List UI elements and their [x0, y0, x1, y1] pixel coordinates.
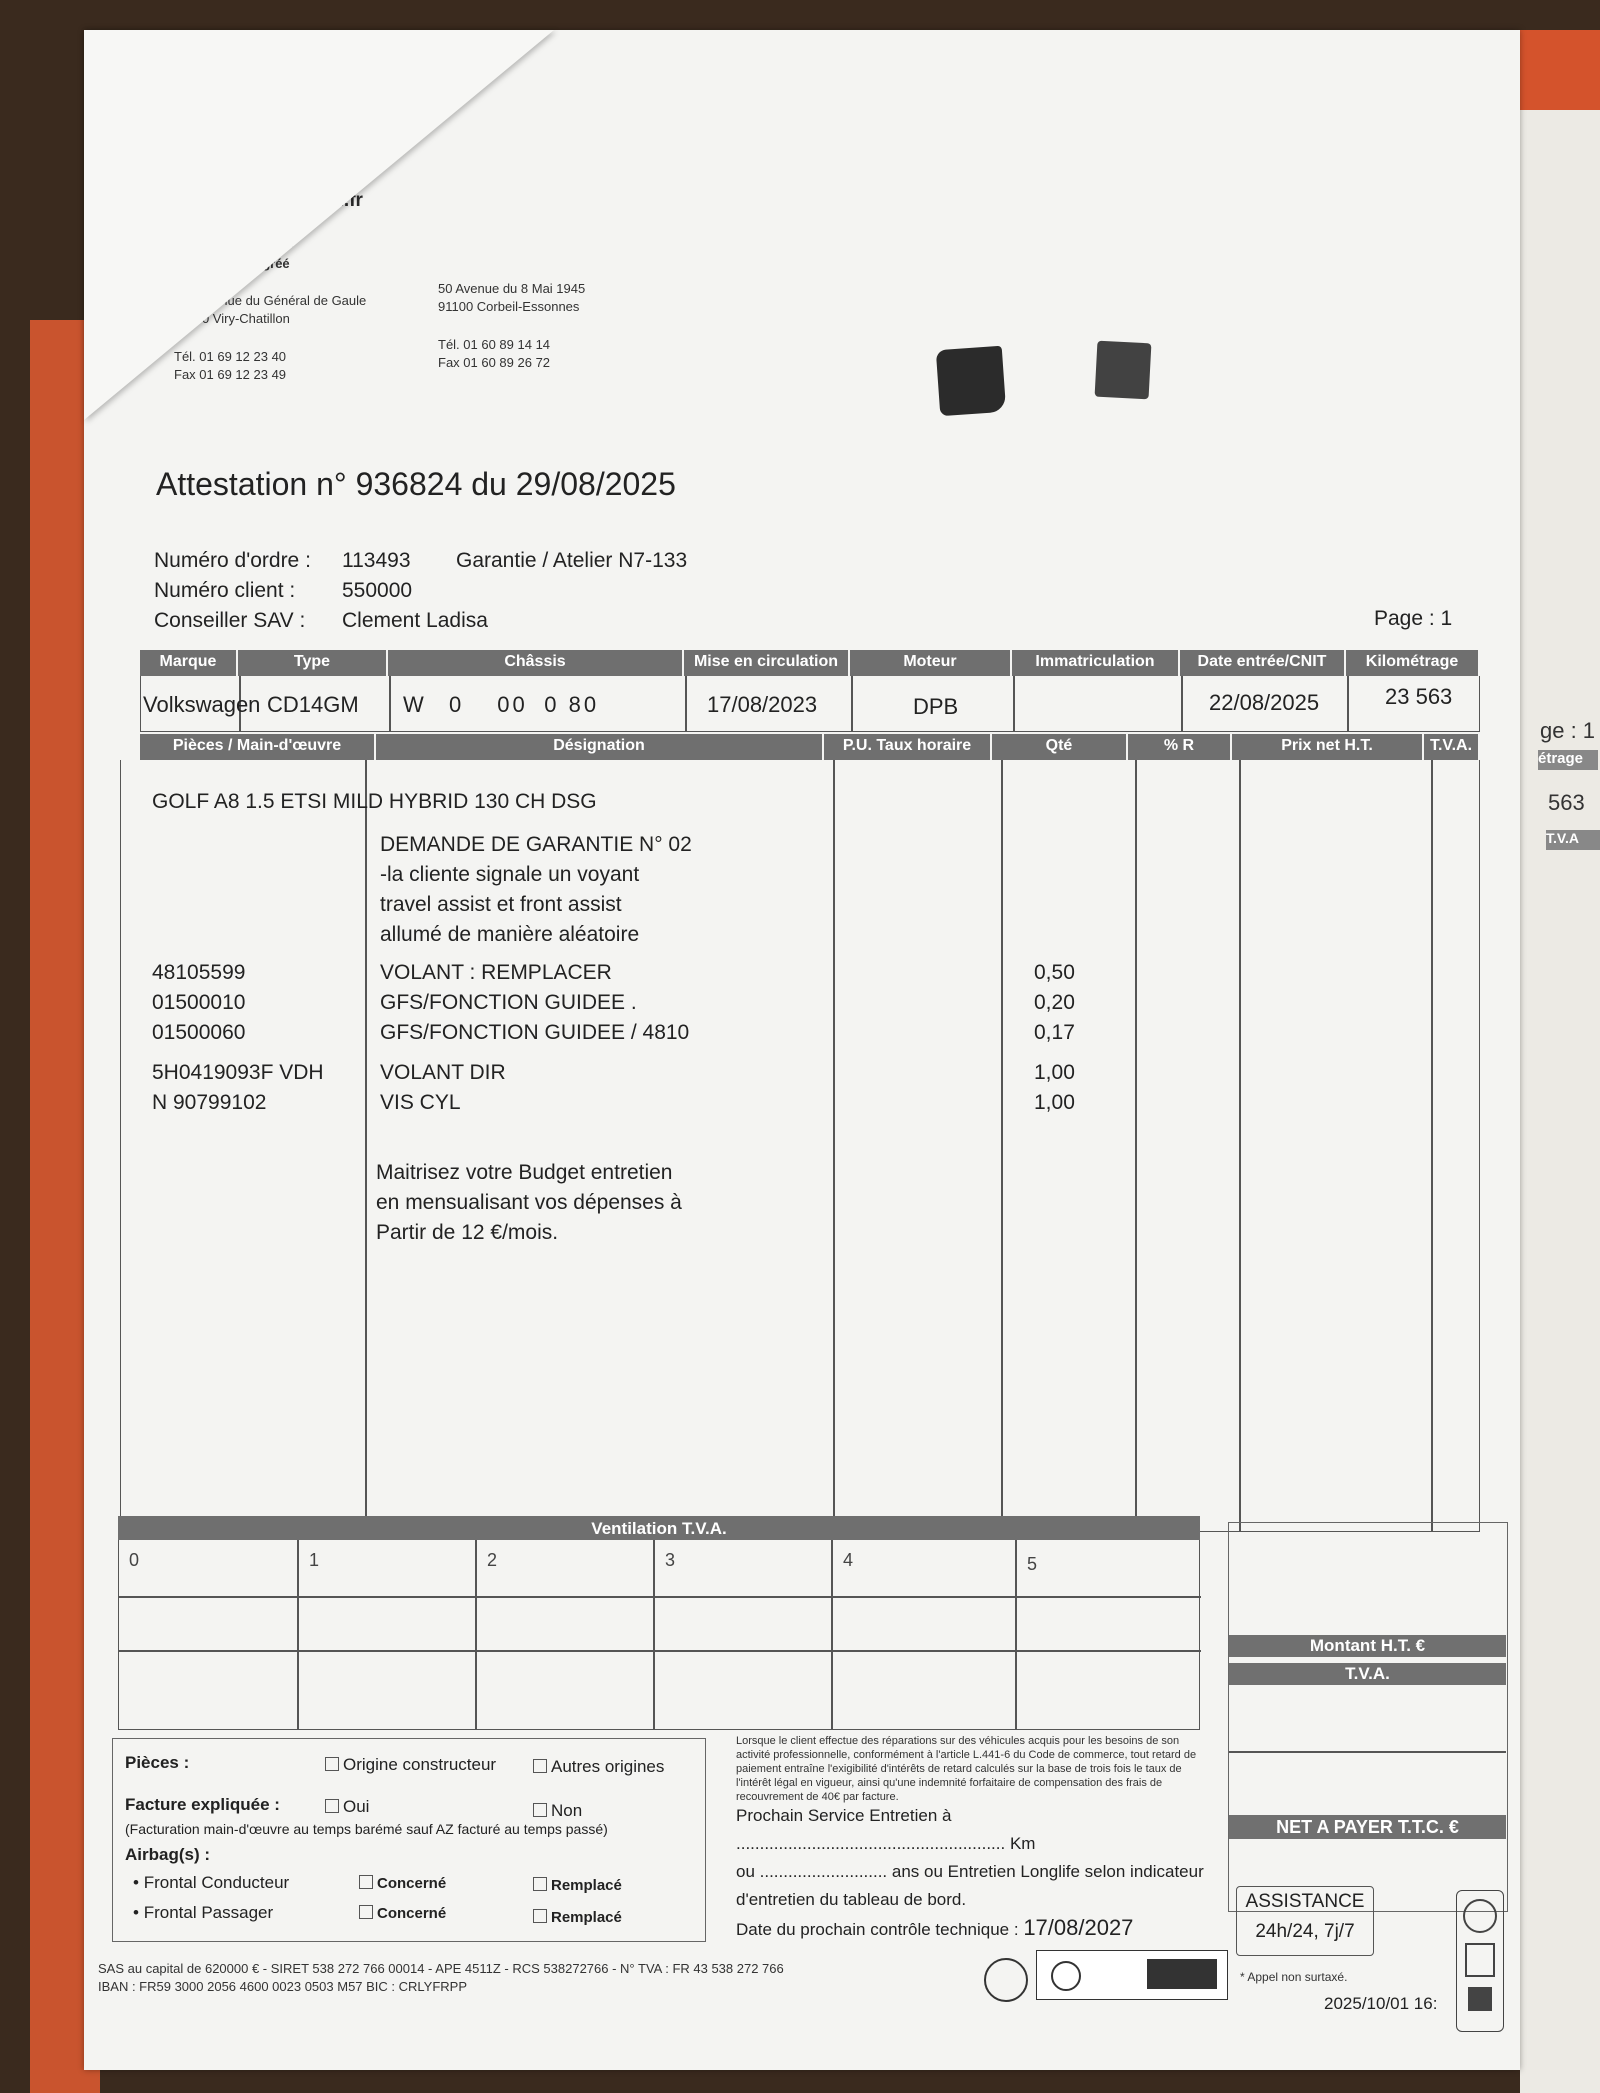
frontal-conducteur: • Frontal Conducteur	[133, 1873, 290, 1892]
vehicle-type: CD14GM	[267, 692, 359, 717]
options-box	[112, 1738, 706, 1942]
conducteur-remplace-checkbox: Remplacé	[533, 1877, 622, 1894]
vat-col-5: 5	[1027, 1554, 1038, 1574]
vehicle-mise: 17/08/2023	[707, 692, 818, 717]
facture-non-checkbox: Non	[533, 1801, 582, 1821]
dealer-website: pe-Donjon.fr	[250, 190, 363, 211]
facture-label: Facture expliquée :	[125, 1795, 280, 1814]
side-tva-header: T.V.A	[1546, 830, 1600, 850]
table-row: 01500060 GFS/FONCTION GUIDEE / 4810 0,17	[152, 1021, 1075, 1044]
vat-col-1: 1	[309, 1550, 320, 1570]
next-service-block: Prochain Service Entretien à ......................................................... Km ou ........................... ans ou Entretien Longlife selon indicateur d'entretien du tableau de bord. Date du prochain contrôle technique : 17/08/2027	[736, 1806, 1204, 1940]
frontal-passager: • Frontal Passager	[133, 1903, 274, 1922]
header-tva: T.V.A.	[1424, 734, 1480, 760]
side-km-header: étrage	[1538, 750, 1598, 770]
facture-oui-checkbox: Oui	[325, 1797, 369, 1817]
totals-box	[1228, 1522, 1508, 1912]
table-row: 01500010 GFS/FONCTION GUIDEE . 0,20	[152, 991, 1075, 1014]
attestation-title: Attestation n° 936824 du 29/08/2025	[156, 466, 676, 502]
header-mise: Mise en circulation	[684, 650, 850, 676]
vehicle-value-row	[140, 676, 1480, 732]
items-header-row	[140, 734, 1480, 760]
recycling-logo-icon	[984, 1958, 1028, 2002]
assistance-box: ASSISTANCE 24h/24, 7j/7	[1236, 1886, 1374, 1956]
header-pu: P.U. Taux horaire	[824, 734, 992, 760]
folded-paper-corner	[84, 30, 554, 420]
background-paper-right	[1520, 110, 1600, 2093]
header-type: Type	[238, 650, 388, 676]
advisor-label: Conseiller SAV :	[154, 609, 306, 632]
pieces-label: Pièces :	[125, 1753, 190, 1772]
model-line: GOLF A8 1.5 ETSI MILD HYBRID 130 CH DSG	[152, 790, 597, 813]
passager-remplace-checkbox: Remplacé	[533, 1909, 622, 1926]
side-km: 563	[1548, 790, 1585, 815]
table-row: N 90799102 VIS CYL 1,00	[152, 1091, 1075, 1114]
total-tva-label: T.V.A.	[1229, 1663, 1506, 1685]
vat-title: Ventilation T.V.A.	[118, 1516, 1200, 1540]
vat-col-2: 2	[487, 1550, 498, 1570]
advisor-value: Clement Ladisa	[342, 609, 488, 632]
warranty-label: Garantie / Atelier N7-133	[456, 549, 688, 572]
address-corbeil: 50 Avenue du 8 Mai 1945 91100 Corbeil-Essonnes Tél. 01 60 89 14 14 Fax 01 60 89 26 72	[438, 281, 586, 370]
header-qty: Qté	[992, 734, 1128, 760]
header-remise: % R	[1128, 734, 1232, 760]
header-km: Kilométrage	[1346, 650, 1480, 676]
vehicle-km: 23 563	[1385, 684, 1453, 709]
header-prix: Prix net H.T.	[1232, 734, 1424, 760]
header-moteur: Moteur	[850, 650, 1012, 676]
order-label: Numéro d'ordre :	[154, 549, 311, 572]
header-date-entree: Date entrée/CNIT	[1180, 650, 1346, 676]
vehicle-chassis: W 0 00 0 80	[403, 692, 600, 717]
assistance-note: * Appel non surtaxé.	[1240, 1970, 1348, 1984]
order-value: 113493	[342, 549, 411, 572]
legal-text: Lorsque le client effectue des réparations sur des véhicules acquis pour les besoins de son activité professionnelle, conformément à l'article L.441-6 du Code de commerce, tout retard de paiement entraîne l'exigibilité d'intérêts de retard calculés sur la base de trois fois le taux de l'intérêt légal en vigueur, ainsi qu'une indemnité forfaitaire de compensation des frais de recouvrement de 40€ par facture.	[736, 1735, 1197, 1803]
dealer-logo: JON	[264, 136, 338, 174]
vehicle-date-entree: 22/08/2025	[1209, 690, 1320, 715]
invoice-sheet	[84, 30, 1520, 2070]
net-to-pay-label: NET A PAYER T.T.C. €	[1229, 1815, 1506, 1839]
address-viry: 133 avenue du Général de Gaule 91170 Viry-Chatillon Tél. 01 69 12 23 40 Fax 01 69 12 23 49	[174, 293, 367, 382]
promo-text: Maitrisez votre Budget entretien en mensualisant vos dépenses à Partir de 12 €/mois.	[376, 1161, 682, 1244]
brand-subtitle: Distributeur Agréé	[176, 256, 290, 271]
warranty-request: DEMANDE DE GARANTIE N° 02 -la cliente signale un voyant travel assist et front assist allumé de manière aléatoire	[380, 833, 692, 946]
vat-col-0: 0	[129, 1550, 140, 1570]
passager-concerne-checkbox: Concerné	[359, 1905, 446, 1922]
vat-col-4: 4	[843, 1550, 854, 1570]
side-page-number: ge : 1	[1540, 718, 1596, 743]
header-marque: Marque	[140, 650, 238, 676]
page-number: Page : 1	[1374, 607, 1453, 630]
items-body	[120, 760, 1480, 1532]
labelling-badge-icon	[1036, 1950, 1228, 2000]
vehicle-header-row	[140, 650, 1480, 676]
conducteur-concerne-checkbox: Concerné	[359, 1875, 446, 1892]
redacted-mark	[1095, 341, 1152, 400]
vehicle-moteur: DPB	[913, 694, 959, 719]
facture-note: (Facturation main-d'œuvre au temps barémé sauf AZ facturé au temps passé)	[125, 1821, 608, 1837]
recycle-icon	[1456, 1890, 1504, 2032]
origine-constructeur-checkbox: Origine constructeur	[325, 1755, 496, 1775]
legal-footer: SAS au capital de 620000 € - SIRET 538 272 766 00014 - APE 4511Z - RCS 538272766 - N° TVA : FR 43 538 272 766 IBAN : FR59 3000 2056 4600 0023 0503 M57 BIC : CRLYFRPP	[98, 1961, 784, 1994]
vat-col-3: 3	[665, 1550, 676, 1570]
header-designation: Désignation	[376, 734, 824, 760]
vehicle-marque: Volkswagen	[143, 692, 261, 717]
brand-name: ssentiel	[176, 218, 296, 254]
ct-date: 17/08/2027	[1023, 1915, 1134, 1940]
autres-origines-checkbox: Autres origines	[533, 1757, 664, 1777]
header-immat: Immatriculation	[1012, 650, 1180, 676]
items-list	[152, 958, 1152, 1118]
client-value: 550000	[342, 579, 413, 602]
table-row: 5H0419093F VDH VOLANT DIR 1,00	[152, 1061, 1075, 1084]
vat-table	[118, 1540, 1200, 1730]
client-label: Numéro client :	[154, 579, 296, 602]
header-pieces: Pièces / Main-d'œuvre	[140, 734, 376, 760]
dealer-logo-sub: OBILES	[274, 166, 364, 186]
redacted-mark	[936, 346, 1006, 416]
print-timestamp: 2025/10/01 16:	[1324, 1994, 1438, 2013]
total-ht-label: Montant H.T. €	[1229, 1635, 1506, 1657]
airbag-label: Airbag(s) :	[125, 1845, 210, 1864]
table-row: 48105599 VOLANT : REMPLACER 0,50	[152, 961, 1075, 984]
header-chassis: Châssis	[388, 650, 684, 676]
